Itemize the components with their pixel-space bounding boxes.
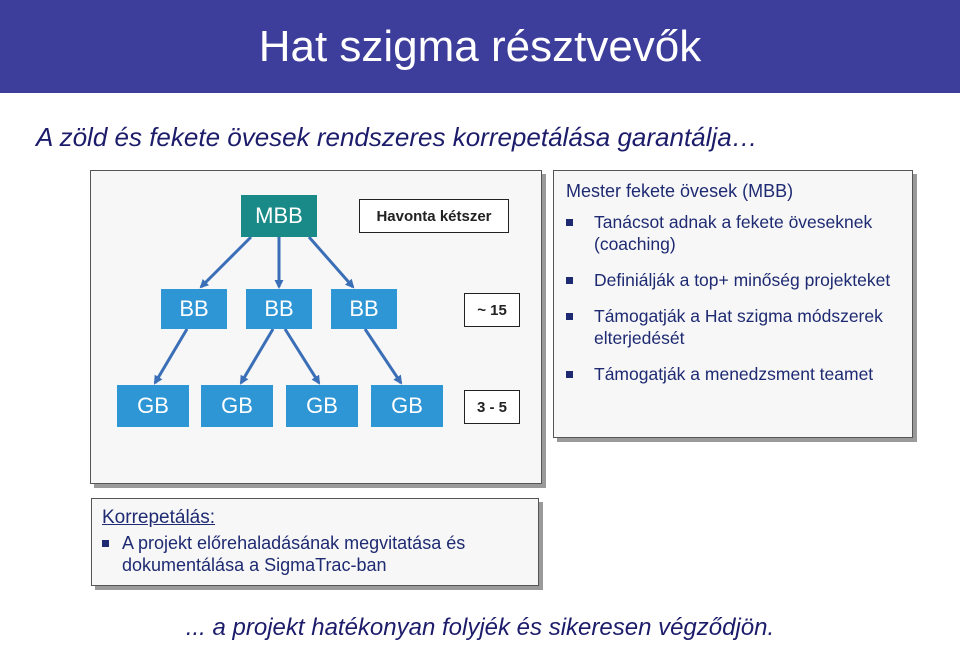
list-item-text: Támogatják a menedzsment teamet [594, 364, 874, 384]
mbb-panel-heading: Mester fekete övesek (MBB) [566, 181, 794, 201]
square-bullet-icon [566, 219, 573, 226]
arrow-bb3-gb4 [365, 329, 401, 383]
mbb-panel-list [564, 211, 904, 399]
list-item-text: Támogatják a Hat szigma módszerek elterjedését [594, 306, 883, 348]
arrow-bb2-gb3 [285, 329, 319, 383]
arrow-bb1-gb1 [155, 329, 187, 383]
square-bullet-icon [102, 540, 109, 547]
gb-node-3: GB [286, 385, 358, 427]
bb-node-1: BB [161, 289, 227, 329]
arrow-mbb-bb3 [309, 237, 353, 287]
bb-node-3: BB [331, 289, 397, 329]
mbb-description-panel [553, 170, 913, 438]
list-item-text: Definiálják a top+ minőség projekteket [594, 270, 891, 290]
korrepetalas-panel [91, 498, 539, 586]
bb-node-2: BB [246, 289, 312, 329]
mbb-node: MBB [241, 195, 317, 237]
arrow-bb2-gb2 [241, 329, 273, 383]
gb-node-1: GB [117, 385, 189, 427]
gb-node-4: GB [371, 385, 443, 427]
frequency-label: Havonta kétszer [359, 199, 509, 233]
gb-count-label: 3 - 5 [464, 390, 520, 424]
korrepetalas-item-text: A projekt előrehaladásának megvitatása és dokumentálása a SigmaTrac-ban [122, 533, 466, 575]
list-item-text: Tanácsot adnak a fekete öveseknek (coaching) [594, 212, 873, 254]
list-item [564, 305, 904, 349]
footer-text: ... a projekt hatékonyan folyjék és sikeresen végződjön. [185, 614, 775, 641]
korrepetalas-item [102, 532, 532, 576]
bb-count-label: ~ 15 [464, 293, 520, 327]
subtitle: A zöld és fekete övesek rendszeres korrepetálása garantálja… [36, 122, 758, 152]
square-bullet-icon [566, 313, 573, 320]
list-item [564, 269, 904, 291]
korrepetalas-heading: Korrepetálás: [102, 507, 216, 528]
page-title: Hat szigma résztvevők [258, 22, 702, 71]
hierarchy-panel [90, 170, 542, 484]
square-bullet-icon [566, 371, 573, 378]
square-bullet-icon [566, 277, 573, 284]
gb-node-2: GB [201, 385, 273, 427]
title-bar [0, 0, 960, 93]
arrow-mbb-bb1 [201, 237, 251, 287]
list-item [564, 363, 904, 385]
list-item [564, 211, 904, 255]
